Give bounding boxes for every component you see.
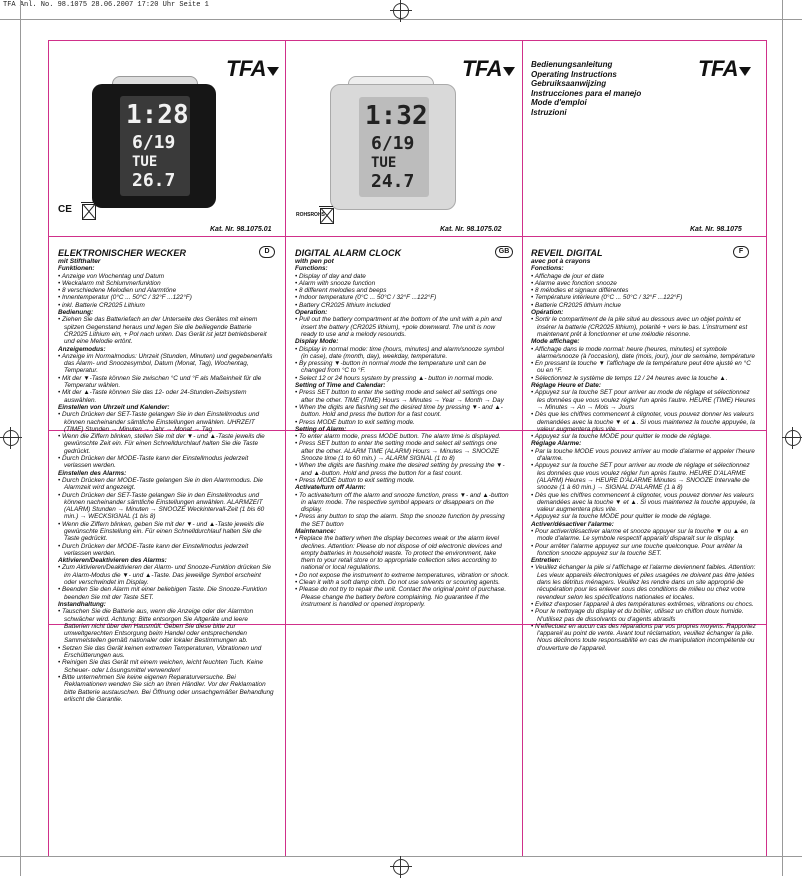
subsection-heading: Réglage Heure et Date: xyxy=(531,382,601,390)
print-header: TFA Anl. No. 98.1075 28.06.2007 17:20 Uhr Seite 1 xyxy=(3,1,209,9)
section-title: ELEKTRONISCHER WECKER xyxy=(58,248,187,258)
section-title: DIGITAL ALARM CLOCK xyxy=(295,248,402,258)
subsection-heading: Anzeigemodus: xyxy=(58,345,106,353)
bullet-item: • Wenn die Ziffern blinken, geben Sie mit der ▼- und ▲-Taste jeweils die gewünschte Einstellung ein. Für einen Schnelldurchlauf halten Sie die Taste gedrückt. xyxy=(58,520,264,543)
bullet-item: • Appuyez sur la touche SET pour arriver au mode de réglage et sélectionnez les données que vous voulez régler l'un après l'autre. HEURE (TIME) Heures → Minutes → An → Mois → Jours xyxy=(531,389,756,411)
registration-mark-right xyxy=(785,430,801,446)
subsection-heading: Display Mode: xyxy=(295,338,339,346)
brand-logo: TFA xyxy=(698,56,751,82)
bullet-item: • Appuyez sur la touche SET pour arriver au mode de réglage et sélectionnez les données que vous voulez régler l'un après l'autre. HEURE D'ALARME (ALARM) Heures → HEURE D'ALARME Minutes → SNOOZE Intervalle de snooze (1 à 60 min.) → SIGNAL D'ALARME (1 à 8) xyxy=(531,462,750,492)
bullet-item: • En pressant la touche ▼ l'affichage de la température peut être ajusté en °C ou en °F. xyxy=(531,360,751,375)
fold-line-2 xyxy=(522,40,523,856)
bullet-item: • Battery CR2025 lithium included xyxy=(295,301,391,309)
lcd-day: TUE xyxy=(371,155,397,171)
manual-title: Istruzioni xyxy=(531,107,567,117)
subsection-heading: Fonctions: xyxy=(531,265,564,273)
subsection-heading: Setting of Time and Calendar: xyxy=(295,382,386,390)
manual-titles xyxy=(531,60,641,118)
bullet-item: • N'effectuez en aucun cas des réparations par vos propres moyens. Rapportez l'appareil au point de vente. Avant tout réclamation, veuillez échanger la pile. Nous déclinons toute responsabilité en cas de manipulation incompétente ou d'ouverture de l'appareil. xyxy=(531,622,756,652)
bullet-item: • Indoor temperature (0°C ... 50°C / 32°F ...122°F) xyxy=(295,294,437,302)
bullet-item: • Durch Drücken der MODE-Taste gelangen Sie in den Alarmmodus. Die Alarmzeit wird angezeigt. xyxy=(58,476,263,492)
lcd-day: TUE xyxy=(132,154,158,170)
lcd-temp: 26.7 xyxy=(132,170,176,191)
subsection-heading: Instandhaltung: xyxy=(58,600,106,608)
subsection-heading: Réglage Alarme: xyxy=(531,440,582,448)
kat-nr-middle: Kat. Nr. 98.1075.02 xyxy=(440,226,502,233)
bullet-item: • Reinigen Sie das Gerät mit einem weichen, leicht feuchten Tuch. Keine Scheuer- oder Lösungsmittel verwenden! xyxy=(58,659,263,674)
subsection-heading: Activer/désactiver l'alarme: xyxy=(531,520,614,528)
manual-title: Operating Instructions xyxy=(531,69,617,79)
bullet-item: • 8 different melodies and beeps xyxy=(295,287,387,295)
language-badge-fr: F xyxy=(733,246,749,258)
column-french xyxy=(531,248,757,848)
bullet-item: • Anzeige von Wochentag und Datum xyxy=(58,272,165,280)
bullet-item: • Pour le nettoyage du display et du boîtier, utilisez un chiffon doux humide. N'utilisez pas de dissolvants ou d'agents abrasifs xyxy=(531,608,744,623)
subsection-heading: Mode affichage: xyxy=(531,338,580,346)
lcd-date: 6/19 xyxy=(132,132,176,153)
kat-nr-left: Kat. Nr. 98.1075.01 xyxy=(210,226,272,233)
bullet-item: • Mit der ▲-Taste können Sie das 12- oder 24-Stunden-Zeitsystem auswählen. xyxy=(58,389,247,404)
bullet-item: • To activate/turn off the alarm and snooze function, press ▼- and ▲-button in alarm mode. The respective symbol appears or disappears on the display. xyxy=(295,491,509,514)
fold-line-left xyxy=(48,40,49,856)
bullet-item: • To enter alarm mode, press MODE button. The alarm time is displayed. xyxy=(295,433,501,441)
bullet-item: • When the digits are flashing make the desired setting by pressing the ▼-and ▲-button. Hold and press the button for a fast count. xyxy=(295,462,505,477)
bullet-item: • Clean it with a soft damp cloth. Do not use solvents or scouring agents. xyxy=(295,579,501,587)
crop-line-bottom xyxy=(0,856,802,857)
bullet-item: • Mit der ▼-Taste können Sie zwischen °C und °F als Maßeinheit für die Temperatur wählen. xyxy=(58,374,262,390)
subsection-heading: Operation: xyxy=(295,309,328,317)
section-title: REVEIL DIGITAL xyxy=(531,248,603,258)
column-german xyxy=(58,248,274,848)
bullet-item: • inkl. Batterie CR2025 Lithium xyxy=(58,301,145,309)
bullet-item: • Zum Aktivieren/Deaktivieren der Alarm- und Snooze-Funktion drücken Sie im Alarm-Modus die ▼- und ▲-Taste. Das jeweilige Symbol erscheint oder verschwindet im Display. xyxy=(58,564,272,587)
bullet-item: • Alarm with snooze function xyxy=(295,279,376,287)
lcd-temp: 24.7 xyxy=(371,171,415,192)
bullet-item: • Dès que les chiffres commencent à clignoter, vous pouvez donner les valeurs demandées avec la touche ▼ et ▲. Si vous maintenez la touche appuyée, la valeur augmentera plus vite. xyxy=(531,411,755,433)
column-english xyxy=(295,248,511,848)
crop-line-right xyxy=(782,0,783,876)
subsection-heading: Setting of Alarm: xyxy=(295,425,347,433)
fold-line-1 xyxy=(285,40,286,856)
fold-line-right xyxy=(766,40,767,856)
bullet-item: • Beenden Sie den Alarm mit einer beliebigen Taste. Die Snooze-Funktion beenden Sie mit der Taste SET. xyxy=(58,586,267,601)
bullet-item: • Appuyez sur la touche MODE pour quitter le mode de réglage. xyxy=(531,513,712,521)
subsection-heading: Aktivieren/Deaktivieren des Alarms: xyxy=(58,557,167,565)
bullet-item: • Bitte unternehmen Sie keine eigenen Reparaturversuche. Bei Reklamationen wenden Sie sich an Ihren Händler. Vor der Reklamation bitte Batterie austauschen. Bei Öffnung oder unsachgemäßer Behandlung erlischt die Garantie. xyxy=(58,673,274,703)
bullet-item: • Press MODE button to exit setting mode. xyxy=(295,476,415,484)
bullet-item: • Replace the battery when the display becomes weak or the alarm level declines. Attention: Please do not dispose of old electronic devices and empty batteries in household waste. To protect the environment, take them to your retail store or to appropriate collection sites according to national or local regulations. xyxy=(295,535,502,572)
lcd-time: 1:32 xyxy=(365,101,428,131)
manual-title: Gebruiksaanwijzing xyxy=(531,79,607,89)
section-subtitle: avec pot à crayons xyxy=(531,258,591,265)
bullet-item: • 8 verschiedene Melodien und Alarmtöne xyxy=(58,287,177,295)
waste-bin-icon xyxy=(82,204,96,220)
bullet-item: • Appuyez sur la touche MODE pour quitter le mode de réglage. xyxy=(531,433,712,441)
clock-lcd xyxy=(359,97,429,197)
manual-title: Mode d'emploi xyxy=(531,98,587,108)
subsection-heading: Bedienung: xyxy=(58,309,94,317)
bullet-item: • Tauschen Sie die Batterie aus, wenn die Anzeige oder der Alarmton schwächer wird. Achtung: Bitte entsorgen Sie Altgeräte und leere Batterien nicht über den Hausmüll. Geben Sie diese bitte zur umweltgerechten Entsorgung beim Handel oder entsprechenden Sammelstellen gemäß nationaler oder lokaler Bestimmungen ab. xyxy=(58,608,254,645)
bullet-item: • Température intérieure (0°C ... 50°C / 32°F ...122°F) xyxy=(531,294,683,302)
language-badge-de: D xyxy=(259,246,275,258)
brand-logo: TFA xyxy=(226,56,279,82)
ce-mark-icon: CE xyxy=(58,204,72,215)
clock-silver xyxy=(330,84,456,210)
bullet-item: • Display in normal mode: time (hours, minutes) and alarm/snooze symbol (in case), date (month, day), weekday, temperature. xyxy=(295,345,504,360)
registration-mark-left xyxy=(3,430,19,446)
bullet-item: • Veuillez échanger la pile si l'affichage et l'alarme deviennent faibles. Attention: Les vieux appareils électroniques et piles usagées ne doivent pas être jetées dans les détritus ménagers. Veuillez les rendre dans un site approprié de récupération pour les enlever sous des conditions de milieu ou chez votre revendeur selon les spécifications nationales et locales. xyxy=(531,564,756,601)
clock-black xyxy=(92,84,216,208)
subsection-heading: Opération: xyxy=(531,309,564,317)
kat-nr-right: Kat. Nr. 98.1075 xyxy=(690,226,742,233)
clock-lcd xyxy=(120,96,190,196)
bullet-item: • Ziehen Sie das Batteriefach an der Unterseite des Gerätes mit einem spitzen Gegenstand heraus und legen Sie die beiliegende Batterie CR2025 Lithium ein, + Pol nach unten. Das Gerät ist jetzt betriebsbereit und eine Melodie ertönt. xyxy=(58,316,267,346)
brand-logo: TFA xyxy=(462,56,515,82)
bullet-item: • Please do not try to repair the unit. Contact the original point of purchase. Please change the battery before complaining. No guarantee if the instrument is handled or opened improperly. xyxy=(295,586,507,608)
bullet-item: • Wenn die Ziffern blinken, stellen Sie mit der ▼- und ▲-Taste jeweils die gewünschte Zeit ein. Für einen Schnelldurchlauf halten Sie die Taste gedrückt. xyxy=(58,433,265,455)
bullet-item: • Affichage dans le mode normal: heure (heures, minutes) et symbole alarme/snooze (à l'occasion), date (mois, jour), jour de semaine, température xyxy=(531,345,755,360)
manual-title: Instrucciones para el manejo xyxy=(531,88,642,98)
bullet-item: • Do not expose the instrument to extreme temperatures, vibration or shock. xyxy=(295,571,510,579)
bullet-item: • Durch Drücken der SET-Taste gelangen Sie in den Einstellmodus und können nacheinander sämtliche Einstellungen anwählen. ALARMZEIT (ALARM) Stunden → Minuten → SNOOZE Weckintervall-Zeit (1 bis 60 min.) → WECKSIGNAL (1 bis 8) xyxy=(58,491,265,521)
subsection-heading: Einstellen des Alarms: xyxy=(58,469,127,477)
section-subtitle: with pen pot xyxy=(295,258,334,265)
bullet-item: • Press MODE button to exit setting mode. xyxy=(295,418,415,426)
bullet-item: • Weckalarm mit Schlummerfunktion xyxy=(58,279,161,287)
manual-title: Bedienungsanleitung xyxy=(531,60,613,69)
bullet-item: • Setzen Sie das Gerät keinen extremen Temperaturen, Vibrationen und Erschütterungen aus. xyxy=(58,644,262,660)
bullet-item: • Alarme avec fonction snooze xyxy=(531,279,617,287)
section-subtitle: mit Stifthalter xyxy=(58,258,101,265)
bullet-item: • Sélectionnez le système de temps 12 / 24 heures avec la touche ▲. xyxy=(531,374,728,382)
registration-mark-bottom xyxy=(393,859,409,875)
bullet-item: • Anzeige im Normalmodus: Uhrzeit (Stunden, Minuten) und gegebenenfalls das Alarm- und Snoozesymbol, Datum (Monat, Tag), Wochentag, Temperatur. xyxy=(58,352,273,375)
bullet-item: • Batterie CR2025 lithium inclue xyxy=(531,301,621,309)
subsection-heading: Functions: xyxy=(295,265,328,273)
lcd-time: 1:28 xyxy=(126,100,189,130)
bullet-item: • Affichage de jour et date xyxy=(531,272,605,280)
bullet-item: • Durch Drücken der MODE-Taste kann der Einstellmodus jederzeit verlassen werden. xyxy=(58,542,249,557)
bullet-item: • Durch Drücken der MODE-Taste kann der Einstellmodus jederzeit verlassen werden. xyxy=(58,455,249,470)
registration-mark-top xyxy=(393,3,409,19)
bullet-item: • Pour activer/désactiver alarme et snooze appuyer sur la touche ▼ ou ▲ en mode d'alarme. Le symbole respectif apparaît/ disparaît sur le display. xyxy=(531,527,749,543)
fold-line-top xyxy=(48,40,766,41)
bullet-item: • Durch Drücken der SET-Taste gelangen Sie in den Einstellmodus und können nacheinander sämtliche Einstellungen anwählen. UHRZEIT (TIME) Stunden → Minuten → Jahr → Monat → Tag xyxy=(58,411,260,433)
subsection-heading: Entretien: xyxy=(531,557,561,565)
bullet-item: • Press SET button to enter the setting mode and select all settings one after the other. ALARM TIME (ALARM) Hours → Minutes → SNOOZE Snooze time (1 to 60 min.) → ALARM SIGNAL (1 to 8) xyxy=(295,440,500,463)
bullet-item: • When the digits are flashing set the desired time by pressing ▼- and ▲-button. Hold and press the button for a fast count. xyxy=(295,403,503,419)
rohs-label: ROHSROHS xyxy=(296,212,325,218)
bullet-item: • Display of day and date xyxy=(295,272,366,280)
fold-line-cover xyxy=(48,236,766,237)
subsection-heading: Funktionen: xyxy=(58,265,95,273)
crop-line-left xyxy=(20,0,21,876)
bullet-item: • Select 12 or 24 hours system by pressing ▲- button in normal mode. xyxy=(295,374,494,382)
bullet-item: • Press SET button to enter the setting mode and select all settings one after the other. TIME (TIME) Hours → Minutes → Year → Month → Day xyxy=(295,389,504,404)
bullet-item: • Dès que les chiffres commencent à clignoter, vous pouvez donner les valeurs demandées avec la touche ▼ et ▲. Si vous maintenez la touche appuyée, la valeur augmentera plus vite. xyxy=(531,491,755,514)
crop-line-top xyxy=(0,19,802,20)
bullet-item: • Par la touche MODE vous pouvez arriver au mode d'alarme et appeler l'heure d'alarme. xyxy=(531,447,755,463)
bullet-item: • By pressing ▼-button in normal mode the temperature unit can be changed from °C to °F. xyxy=(295,360,487,375)
bullet-item: • Pull out the battery compartment at the bottom of the unit with a pin and insert the battery (CR2025 lithium), +pole downward. The unit is now ready to use and a melody resounds. xyxy=(295,316,502,338)
subsection-heading: Activate/turn off Alarm: xyxy=(295,484,366,492)
waste-bin-icon xyxy=(320,208,334,224)
subsection-heading: Einstellen von Uhrzeit und Kalender: xyxy=(58,403,170,411)
language-badge-gb: GB xyxy=(495,246,513,258)
bullet-item: • Sortir le compartiment de la pile situé au dessous avec un objet pointu et insérer la batterie (CR2025 lithium), polarité + vers le bas. L'instrument est maintenant prêt à fonctionner et une mélodie résonne. xyxy=(531,316,748,338)
bullet-item: • Evitez d'exposer l'appareil à des températures extrêmes, vibrations ou chocs. xyxy=(531,600,754,608)
bullet-item: • Press any button to stop the alarm. Stop the snooze function by pressing the SET button xyxy=(295,513,505,528)
bullet-item: • 8 mélodies et signaux différentes xyxy=(531,287,629,295)
lcd-date: 6/19 xyxy=(371,133,415,154)
bullet-item: • Innentemperatur (0°C ... 50°C / 32°F ...122°F) xyxy=(58,294,192,302)
subsection-heading: Maintenance: xyxy=(295,527,336,535)
bullet-item: • Pour arrêter l'alarme appuyez sur une touche quelconque. Pour arrêter la fonction snooze appuyez sur la touche SET. xyxy=(531,542,743,557)
